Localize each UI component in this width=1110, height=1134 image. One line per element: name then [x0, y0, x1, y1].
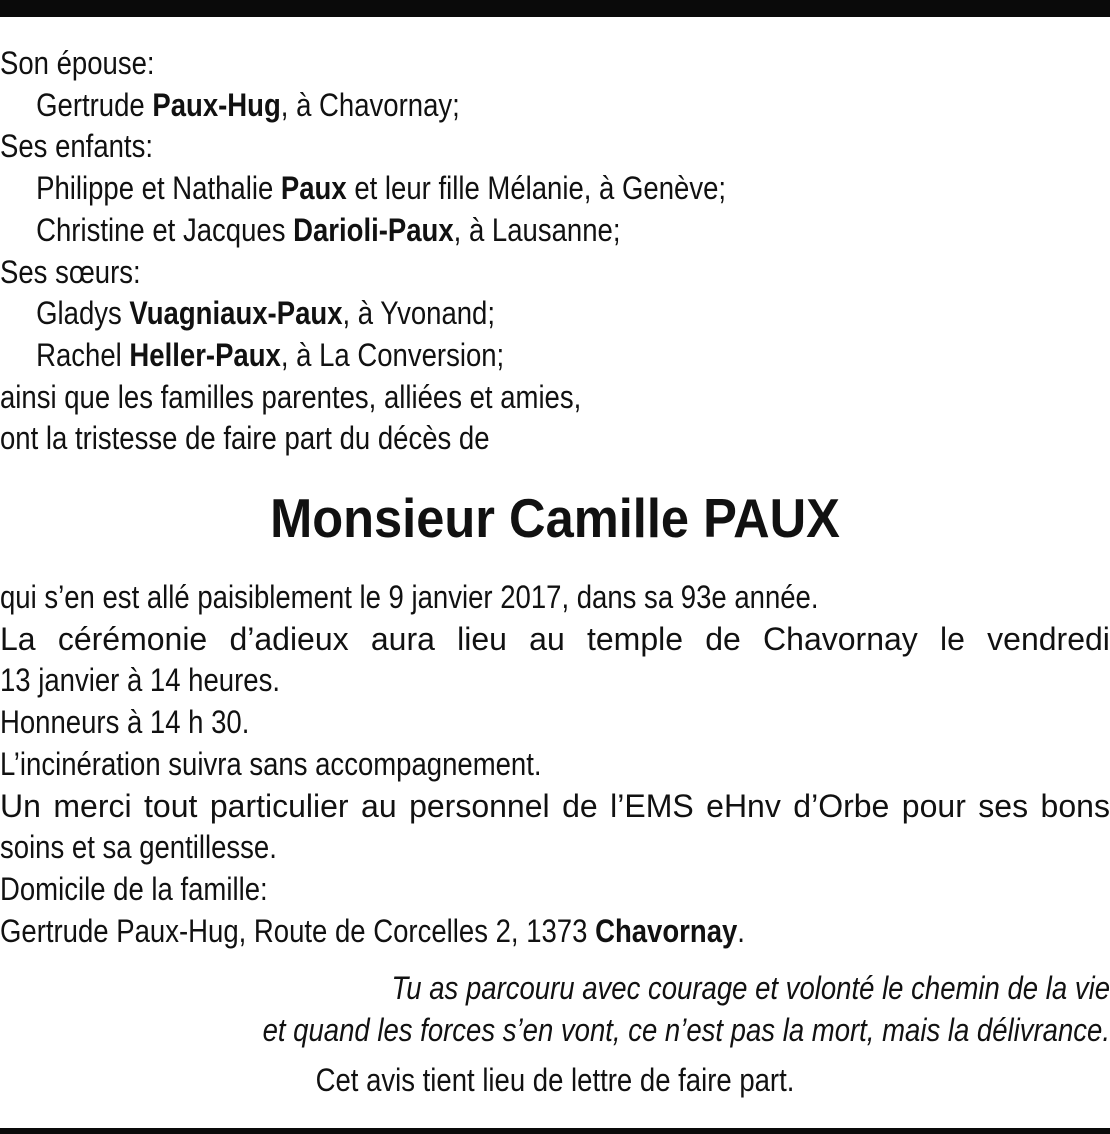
child-line-2: Christine et Jacques Darioli-Paux, à Lausanne;: [36, 211, 621, 248]
address-line: Gertrude Paux-Hug, Route de Corcelles 2, 1373 Chavornay.: [0, 912, 745, 949]
domicile-heading: Domicile de la famille:: [0, 870, 268, 907]
child-line-1: Philippe et Nathalie Paux et leur fille Mélanie, à Genève;: [36, 170, 727, 207]
spouse-line: Gertrude Paux-Hug, à Chavornay;: [36, 86, 460, 123]
quote-line-1: Tu as parcouru avec courage et volonté le chemin de la vie: [391, 970, 1110, 1007]
spacer-2: [0, 1052, 955, 1060]
passing-line: qui s’en est allé paisiblement le 9 janvier 2017, dans sa 93e année.: [0, 579, 819, 616]
cremation-line: L’incinération suivra sans accompagnement.: [0, 745, 542, 782]
quote-line-2: et quand les forces s’en vont, ce n’est pas la mort, mais la délivrance.: [262, 1012, 1110, 1049]
sisters-heading: Ses sœurs:: [0, 253, 141, 290]
bottom-rule: [0, 1128, 1110, 1134]
deceased-name: Monsieur Camille PAUX: [270, 487, 840, 550]
ceremony-date: 13 janvier à 14 heures.: [0, 662, 280, 699]
honours-line: Honneurs à 14 h 30.: [0, 704, 250, 741]
footer-note: Cet avis tient lieu de lettre de faire part.: [315, 1061, 795, 1098]
thanks-line: Un merci tout particulier au personnel de l’EMS eHnv d’Orbe pour ses bons: [0, 787, 1110, 824]
ceremony-line: La cérémonie d’adieux aura lieu au temple de Chavornay le vendredi: [0, 620, 1110, 657]
spouse-heading: Son épouse:: [0, 45, 155, 81]
announce-line: ont la tristesse de faire part du décès de: [0, 420, 490, 457]
thanks-end: soins et sa gentillesse.: [0, 829, 277, 866]
top-rule: [0, 0, 1110, 17]
sister-line-2: Rachel Heller-Paux, à La Conversion;: [36, 336, 505, 373]
children-heading: Ses enfants:: [0, 128, 153, 165]
others-line: ainsi que les familles parentes, alliées et amies,: [0, 378, 582, 415]
obituary-notice: [0, 43, 1110, 1101]
sister-line-1: Gladys Vuagniaux-Paux, à Yvonand;: [36, 295, 496, 332]
spacer: [0, 952, 955, 968]
